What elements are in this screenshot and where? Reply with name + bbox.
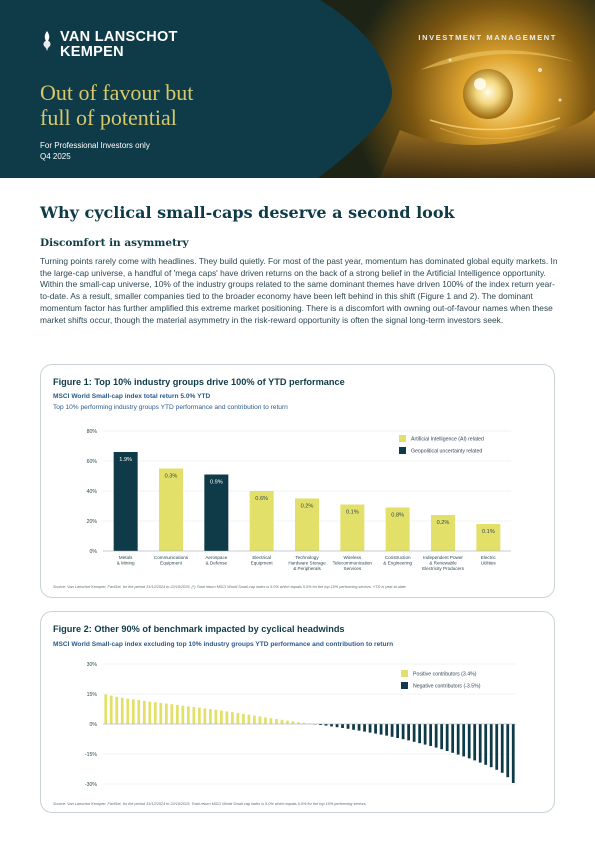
chart1-ytick-label: 20% [86, 519, 97, 525]
chart2-bar [429, 724, 432, 746]
figure1-subtitle2: Top 10% performing industry groups YTD performance and contribution to return [53, 404, 288, 411]
chart1-bar [159, 469, 183, 552]
chart2-bar [181, 706, 184, 724]
chart1-data-label: 0.2% [436, 520, 450, 526]
chart2-bar [237, 713, 240, 724]
chart2-bar [154, 702, 157, 724]
chart1-category-label: Equipment [160, 560, 182, 566]
chart2-bar [215, 710, 218, 724]
chart1-ytick-label: 80% [86, 429, 97, 435]
chart2-bar [380, 724, 383, 735]
chart2-bar [143, 701, 146, 724]
figure2-title: Figure 2: Other 90% of benchmark impacted by cyclical headwinds [53, 624, 345, 634]
chart2-bar [275, 719, 278, 724]
chart2-bar [259, 716, 262, 724]
chart2-bar [435, 724, 438, 748]
chart2-bar [170, 704, 173, 724]
chart1-category-label: Hardware Storage [288, 560, 326, 566]
figure1-subtitle1: MSCI World Small-cap index total return 5.0% YTD [53, 393, 211, 400]
chart1-category-label: & Peripherals [293, 565, 321, 571]
chart1-data-label: 0.8% [391, 512, 405, 519]
chart2-bar [148, 702, 151, 724]
chart2-bar [457, 724, 460, 755]
chart2-bar [374, 724, 377, 734]
chart2-bar [115, 697, 118, 724]
chart2-bar [352, 724, 355, 730]
chart2-ytick-label: 15% [86, 692, 97, 698]
chart1-category-label: Telecommunication [332, 560, 372, 566]
chart1-data-label: 0.9% [209, 479, 223, 486]
chart2-bar [203, 708, 206, 724]
chart2-bar [286, 721, 289, 724]
chart1-category-label: Aerospace [205, 555, 228, 560]
chart1-category-label: Independent Power [423, 555, 463, 560]
chart2-bar [226, 711, 229, 724]
chart2-bar [121, 698, 124, 724]
chart1-data-label: 0.6% [255, 496, 269, 502]
chart2-bar [501, 724, 504, 773]
article-title: Why cyclical small-caps deserve a second look [40, 203, 455, 222]
chart2-bar [192, 707, 195, 724]
wheat-logo-icon [40, 30, 54, 52]
chart2-bar [231, 712, 234, 724]
chart1-bar [114, 452, 138, 551]
chart2-bar [248, 715, 251, 724]
hero-title [40, 80, 193, 130]
figure1-title: Figure 1: Top 10% industry groups drive 100% of YTD performance [53, 377, 345, 387]
chart1-bar [204, 475, 228, 552]
chart2-bar [242, 714, 245, 724]
company-name-line1: VAN LANSCHOT [60, 29, 178, 45]
chart2-bar [187, 706, 190, 724]
chart1-category-label: Electricity Producers [422, 565, 464, 571]
chart2-bar [473, 724, 476, 760]
chart2-bar [137, 700, 140, 724]
company-name [60, 30, 178, 60]
chart1-category-label: & Engineering [383, 560, 413, 566]
chart1-data-label: 1.9% [119, 457, 133, 463]
chart2-bar [391, 724, 394, 737]
chart2-bar [385, 724, 388, 736]
chart2-bar [506, 724, 509, 777]
chart1-ytick-label: 0% [89, 549, 97, 555]
chart2-bar [281, 720, 284, 724]
chart2-bar [440, 724, 443, 749]
chart2-bar [363, 724, 366, 732]
chart2-bar [341, 724, 344, 728]
chart1-category-label: Electrical [252, 555, 271, 560]
hero-subtitle [40, 140, 150, 162]
chart2-bar [336, 724, 339, 727]
chart2-bar [220, 711, 223, 724]
chart2-bar [159, 703, 162, 724]
chart2-bar [446, 724, 449, 751]
chart2-ytick-label: -30% [84, 782, 97, 788]
chart2-bar [165, 704, 168, 724]
chart2-bar [451, 724, 454, 753]
chart2-bar [490, 724, 493, 767]
chart2-legend-swatch [401, 670, 408, 677]
chart2-bar [132, 699, 135, 724]
chart2-bar [253, 716, 256, 724]
chart1-category-label: Wireless [343, 555, 362, 560]
chart1-category-label: & Mining [116, 560, 135, 566]
chart2-bar [358, 724, 361, 731]
figure2-chart [41, 656, 554, 796]
figure1-source: Source: Van Lanschot Kempen, FactSet, for the period 31/12/2024 to 22/10/2025. (*) Total return MSCI World Small-cap index is 5.0% which equals 5.0% for the top 10% performing sectors. YTD is year-to-date. [53, 585, 407, 589]
chart1-data-label: 0.3% [164, 473, 178, 480]
chart2-bar [292, 721, 295, 724]
chart2-bar [330, 724, 333, 726]
chart1-category-label: Services [343, 565, 362, 571]
chart2-bar [512, 724, 515, 783]
chart1-category-label: & Renewable [429, 560, 457, 566]
chart2-bar [402, 724, 405, 739]
chart1-ytick-label: 60% [86, 459, 97, 465]
chart2-bar [424, 724, 427, 745]
chart1-ytick-label: 40% [86, 489, 97, 495]
chart2-ytick-label: 30% [86, 662, 97, 668]
chart1-category-label: Construction [384, 555, 411, 560]
chart2-bar [462, 724, 465, 756]
chart1-category-label: Metals [118, 555, 133, 560]
chart2-legend-swatch [401, 682, 408, 689]
chart2-bar [126, 699, 129, 724]
header-banner [0, 0, 595, 178]
chart2-bar [176, 705, 179, 724]
chart1-legend-label: Geopolitical uncertainty related [411, 448, 483, 455]
body-paragraph: Turning points rarely come with headlines. They build quietly. For most of the past year, momentum has dominated global equity markets. In the large-cap universe, a handful of 'mega caps' have driven returns on the back of a strong belief in the Artificial Intelligence opportunity. Within the small-cap universe, 10% of the industry groups related to the same dominant themes have driven 100% of the index return year-to-date. As a result, smaller companies tied to the broader economy have been left behind in this shift (Figure 1 and 2). The dominant momentum factor has further amplified this extreme market positioning. There is a discomfort with owning out-of-favour names when these market shifts occur, though the material asymmetry in the risk-reward opportunity is often the signal long-term investors seek. [40, 256, 558, 325]
chart2-bar [479, 724, 482, 763]
chart2-legend-label: Negative contributors (-3.5%) [413, 683, 481, 690]
company-logo [40, 30, 178, 60]
chart2-bar [110, 696, 113, 724]
chart2-bar [407, 724, 410, 740]
chart1-category-label: Equipment [250, 560, 273, 566]
chart1-category-label: Technology [295, 555, 319, 560]
chart2-bar [270, 718, 273, 724]
chart2-bar [418, 724, 421, 743]
figure1-card [40, 364, 555, 598]
chart2-bar [369, 724, 372, 733]
chart2-bar [468, 724, 471, 758]
chart1-category-label: & Defense [205, 560, 228, 566]
chart2-bar [495, 724, 498, 770]
chart2-bar [209, 709, 212, 724]
chart1-legend-label: Artificial Intelligence (AI) related [411, 436, 484, 443]
chart1-legend-swatch [399, 435, 406, 442]
chart2-bar [484, 724, 487, 765]
chart1-data-label: 0.1% [481, 529, 495, 535]
figure2-subtitle: MSCI World Small-cap index excluding top 10% industry groups YTD performance and contribution to return [53, 641, 394, 648]
figure1-chart [41, 423, 554, 583]
hero-title-line2: full of potential [40, 105, 177, 130]
chart2-bar [264, 717, 267, 724]
section-heading: Discomfort in asymmetry [40, 237, 189, 249]
hero-title-line1: Out of favour but [40, 80, 194, 105]
chart2-legend-label: Positive contributors (3.4%) [413, 671, 477, 678]
chart2-bar [396, 724, 399, 738]
audience-text: For Professional Investors only [40, 141, 150, 150]
chart2-ytick-label: -15% [84, 752, 97, 758]
chart1-category-label: Communications [153, 555, 189, 560]
company-name-line2: KEMPEN [60, 44, 124, 60]
chart1-category-label: Utilities [480, 560, 496, 566]
figure2-source: Source: Van Lanschot Kempen, FactSet, for the period 31/12/2024 to 22/10/2025. Total return MSCI World Small-cap index is 5.0% which equals 5.0% for the top 10% performing sectors. [53, 802, 367, 806]
figure2-card [40, 611, 555, 813]
chart1-category-label: Electric [480, 555, 496, 560]
chart1-data-label: 0.1% [345, 509, 359, 516]
chart2-bar [198, 708, 201, 724]
chart1-data-label: 0.2% [300, 503, 314, 510]
chart2-bar [104, 694, 107, 724]
chart2-ytick-label: 0% [89, 722, 97, 728]
section-label: INVESTMENT MANAGEMENT [418, 33, 557, 42]
chart2-bar [347, 724, 350, 729]
period-text: Q4 2025 [40, 152, 71, 161]
chart1-legend-swatch [399, 447, 406, 454]
chart2-bar [413, 724, 416, 742]
